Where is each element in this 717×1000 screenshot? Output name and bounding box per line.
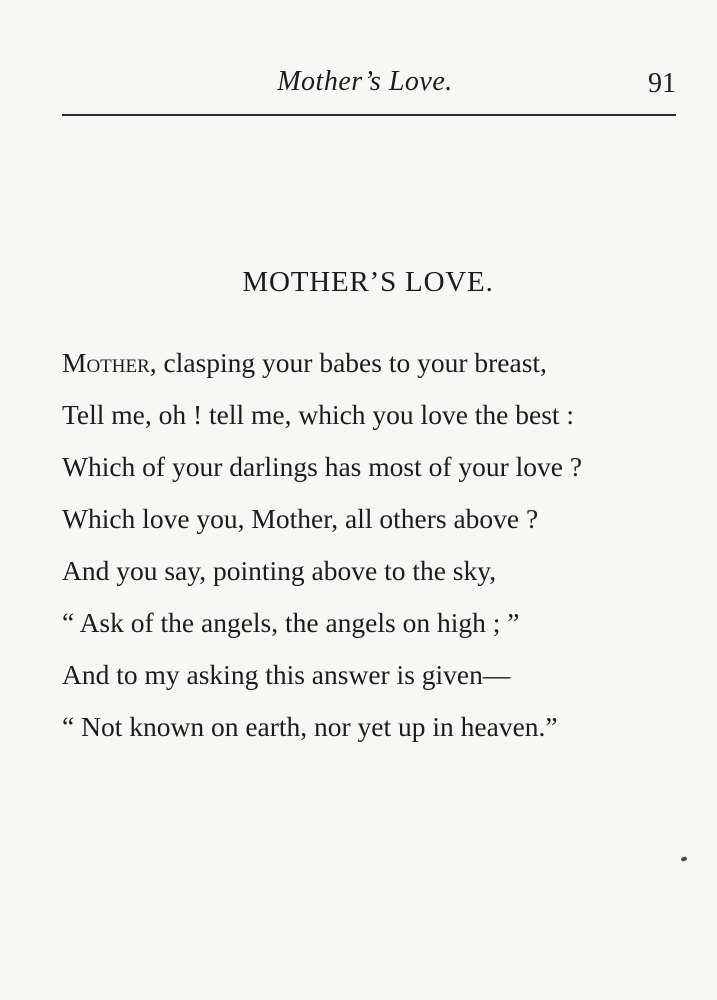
poem-line-5: And you say, pointing above to the sky,: [62, 555, 497, 586]
page-number: 91: [648, 68, 676, 99]
header-rule: [62, 114, 676, 116]
poem-line-8: “ Not known on earth, nor yet up in heaven.”: [62, 711, 558, 742]
poem-line-6: “ Ask of the angels, the angels on high ; ”: [62, 607, 520, 638]
poem-first-word: Mother: [62, 347, 150, 378]
poem-line-3: Which of your darlings has most of your love ?: [62, 451, 583, 482]
running-title: Mother’s Love.: [277, 66, 453, 97]
poem-line-1-text: , clasping your babes to your breast,: [149, 347, 547, 378]
poem-line-7: And to my asking this answer is given—: [62, 659, 511, 690]
ink-speck: [680, 856, 687, 862]
poem-line-2: Tell me, oh ! tell me, which you love the best :: [62, 399, 575, 430]
poem-title: MOTHER’S LOVE.: [242, 266, 494, 298]
poem-line-1: [62, 344, 692, 396]
poem-body: [62, 344, 692, 760]
poem-line-4: Which love you, Mother, all others above ?: [62, 503, 539, 534]
